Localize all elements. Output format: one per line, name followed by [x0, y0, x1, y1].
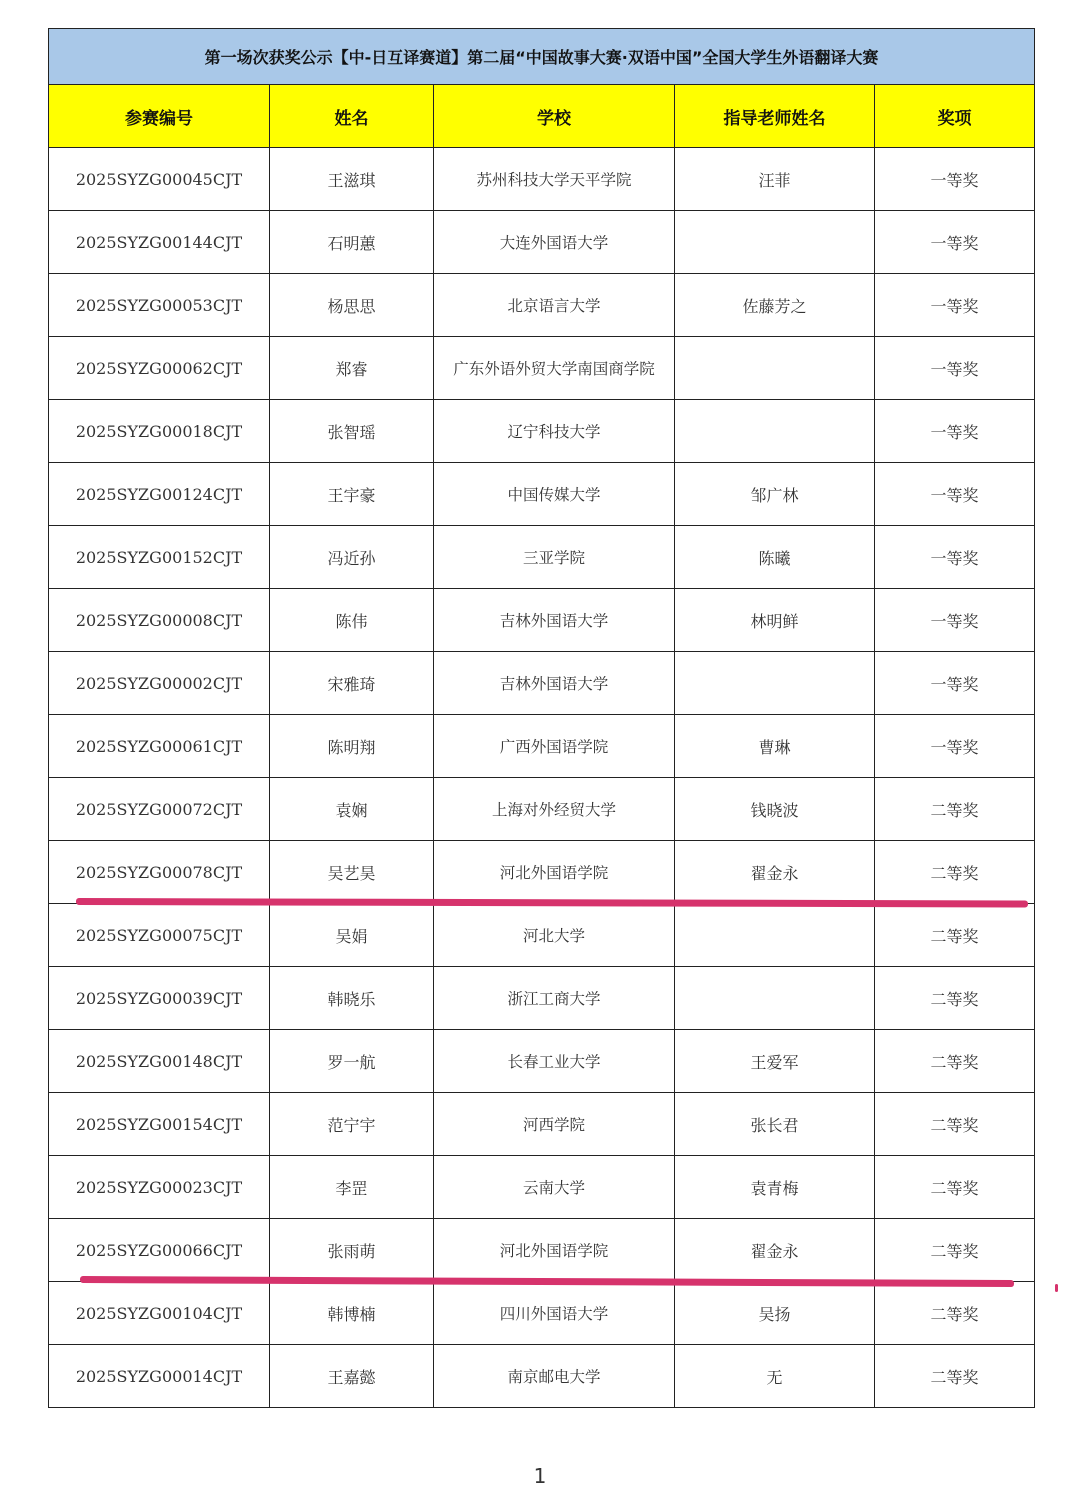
school-cell: 河北外国语学院: [434, 1219, 675, 1282]
award-cell: 二等奖: [875, 778, 1035, 841]
entry-id-cell: 2025SYZG00053CJT: [49, 274, 270, 337]
entry-id-cell: 2025SYZG00152CJT: [49, 526, 270, 589]
school-cell: 河西学院: [434, 1093, 675, 1156]
name-cell: 吴娟: [270, 904, 434, 967]
teacher-cell: [675, 400, 875, 463]
table-row: [49, 400, 1035, 463]
table-title-row: [49, 29, 1035, 85]
award-cell: 一等奖: [875, 589, 1035, 652]
entry-id-cell: 2025SYZG00008CJT: [49, 589, 270, 652]
teacher-cell: 吴扬: [675, 1282, 875, 1345]
pen-mark: [1055, 1284, 1058, 1292]
table-row: [49, 211, 1035, 274]
award-cell: 二等奖: [875, 1156, 1035, 1219]
name-cell: 张雨萌: [270, 1219, 434, 1282]
award-cell: 一等奖: [875, 211, 1035, 274]
header-award: 奖项: [875, 85, 1035, 148]
header-name: 姓名: [270, 85, 434, 148]
teacher-cell: 翟金永: [675, 841, 875, 904]
header-teacher: 指导老师姓名: [675, 85, 875, 148]
table-row: [49, 715, 1035, 778]
award-cell: 一等奖: [875, 148, 1035, 211]
table-row: [49, 1030, 1035, 1093]
table-row: [49, 841, 1035, 904]
award-cell: 一等奖: [875, 337, 1035, 400]
teacher-cell: 王爱军: [675, 1030, 875, 1093]
entry-id-cell: 2025SYZG00045CJT: [49, 148, 270, 211]
award-cell: 二等奖: [875, 1093, 1035, 1156]
award-table: [48, 28, 1035, 1408]
award-cell: 二等奖: [875, 967, 1035, 1030]
name-cell: 冯近孙: [270, 526, 434, 589]
name-cell: 石明蕙: [270, 211, 434, 274]
table-row: [49, 274, 1035, 337]
table-row: [49, 652, 1035, 715]
teacher-cell: 张长君: [675, 1093, 875, 1156]
entry-id-cell: 2025SYZG00148CJT: [49, 1030, 270, 1093]
school-cell: 广东外语外贸大学南国商学院: [434, 337, 675, 400]
teacher-cell: 翟金永: [675, 1219, 875, 1282]
header-school: 学校: [434, 85, 675, 148]
entry-id-cell: 2025SYZG00104CJT: [49, 1282, 270, 1345]
table-row: [49, 1345, 1035, 1408]
table-row: [49, 463, 1035, 526]
page-number: 1: [533, 1464, 547, 1488]
school-cell: 南京邮电大学: [434, 1345, 675, 1408]
table-row: [49, 1093, 1035, 1156]
award-cell: 二等奖: [875, 841, 1035, 904]
award-cell: 二等奖: [875, 1219, 1035, 1282]
entry-id-cell: 2025SYZG00072CJT: [49, 778, 270, 841]
school-cell: 中国传媒大学: [434, 463, 675, 526]
teacher-cell: 汪菲: [675, 148, 875, 211]
table-row: [49, 778, 1035, 841]
name-cell: 范宁宇: [270, 1093, 434, 1156]
teacher-cell: 无: [675, 1345, 875, 1408]
name-cell: 吴艺昊: [270, 841, 434, 904]
school-cell: 上海对外经贸大学: [434, 778, 675, 841]
name-cell: 李罡: [270, 1156, 434, 1219]
teacher-cell: [675, 967, 875, 1030]
table-body: [49, 148, 1035, 1408]
teacher-cell: 林明鲜: [675, 589, 875, 652]
name-cell: 王滋琪: [270, 148, 434, 211]
school-cell: 吉林外国语大学: [434, 652, 675, 715]
name-cell: 罗一航: [270, 1030, 434, 1093]
table-row: [49, 337, 1035, 400]
teacher-cell: [675, 652, 875, 715]
entry-id-cell: 2025SYZG00154CJT: [49, 1093, 270, 1156]
name-cell: 郑睿: [270, 337, 434, 400]
table-row: [49, 1282, 1035, 1345]
award-cell: 一等奖: [875, 274, 1035, 337]
table-row: [49, 1156, 1035, 1219]
table-header-row: [49, 85, 1035, 148]
school-cell: 浙江工商大学: [434, 967, 675, 1030]
school-cell: 河北外国语学院: [434, 841, 675, 904]
name-cell: 韩晓乐: [270, 967, 434, 1030]
entry-id-cell: 2025SYZG00061CJT: [49, 715, 270, 778]
entry-id-cell: 2025SYZG00039CJT: [49, 967, 270, 1030]
school-cell: 广西外国语学院: [434, 715, 675, 778]
name-cell: 陈伟: [270, 589, 434, 652]
name-cell: 杨思思: [270, 274, 434, 337]
award-cell: 二等奖: [875, 1345, 1035, 1408]
school-cell: 大连外国语大学: [434, 211, 675, 274]
table-row: [49, 589, 1035, 652]
table-row: [49, 526, 1035, 589]
school-cell: 苏州科技大学天平学院: [434, 148, 675, 211]
entry-id-cell: 2025SYZG00078CJT: [49, 841, 270, 904]
name-cell: 宋雅琦: [270, 652, 434, 715]
teacher-cell: 曹琳: [675, 715, 875, 778]
entry-id-cell: 2025SYZG00018CJT: [49, 400, 270, 463]
school-cell: 三亚学院: [434, 526, 675, 589]
award-cell: 二等奖: [875, 1030, 1035, 1093]
school-cell: 北京语言大学: [434, 274, 675, 337]
table-row: [49, 967, 1035, 1030]
name-cell: 张智瑶: [270, 400, 434, 463]
teacher-cell: 邹广林: [675, 463, 875, 526]
entry-id-cell: 2025SYZG00075CJT: [49, 904, 270, 967]
school-cell: 河北大学: [434, 904, 675, 967]
teacher-cell: [675, 211, 875, 274]
table-row: [49, 148, 1035, 211]
teacher-cell: 佐藤芳之: [675, 274, 875, 337]
school-cell: 四川外国语大学: [434, 1282, 675, 1345]
teacher-cell: 袁青梅: [675, 1156, 875, 1219]
award-cell: 二等奖: [875, 904, 1035, 967]
entry-id-cell: 2025SYZG00014CJT: [49, 1345, 270, 1408]
name-cell: 王嘉懿: [270, 1345, 434, 1408]
school-cell: 吉林外国语大学: [434, 589, 675, 652]
entry-id-cell: 2025SYZG00124CJT: [49, 463, 270, 526]
school-cell: 云南大学: [434, 1156, 675, 1219]
entry-id-cell: 2025SYZG00023CJT: [49, 1156, 270, 1219]
name-cell: 王宇豪: [270, 463, 434, 526]
header-entry-id: 参赛编号: [49, 85, 270, 148]
entry-id-cell: 2025SYZG00002CJT: [49, 652, 270, 715]
teacher-cell: 钱晓波: [675, 778, 875, 841]
entry-id-cell: 2025SYZG00066CJT: [49, 1219, 270, 1282]
entry-id-cell: 2025SYZG00062CJT: [49, 337, 270, 400]
name-cell: 韩博楠: [270, 1282, 434, 1345]
table-row: [49, 1219, 1035, 1282]
teacher-cell: [675, 904, 875, 967]
award-cell: 一等奖: [875, 463, 1035, 526]
school-cell: 长春工业大学: [434, 1030, 675, 1093]
award-cell: 二等奖: [875, 1282, 1035, 1345]
award-sheet: [48, 28, 1034, 1408]
school-cell: 辽宁科技大学: [434, 400, 675, 463]
award-cell: 一等奖: [875, 652, 1035, 715]
name-cell: 袁娴: [270, 778, 434, 841]
name-cell: 陈明翔: [270, 715, 434, 778]
entry-id-cell: 2025SYZG00144CJT: [49, 211, 270, 274]
award-cell: 一等奖: [875, 715, 1035, 778]
teacher-cell: [675, 337, 875, 400]
award-cell: 一等奖: [875, 526, 1035, 589]
table-title: 第一场次获奖公示【中-日互译赛道】第二届“中国故事大赛·双语中国”全国大学生外语翻译大赛: [49, 29, 1035, 85]
award-cell: 一等奖: [875, 400, 1035, 463]
teacher-cell: 陈曦: [675, 526, 875, 589]
table-row: [49, 904, 1035, 967]
